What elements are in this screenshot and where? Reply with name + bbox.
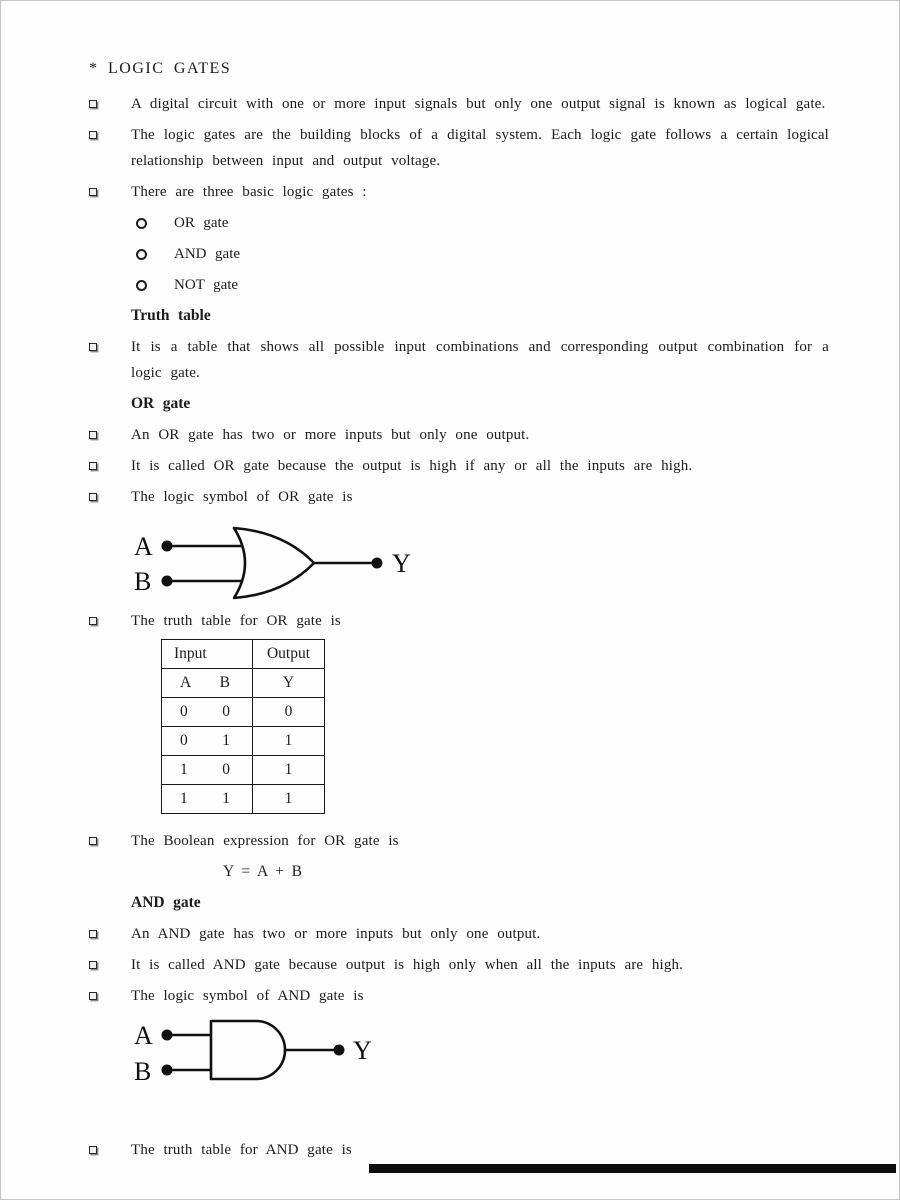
bullet-item xyxy=(89,828,829,854)
or-truth-table xyxy=(161,639,325,814)
bullet-text: It is called AND gate because output is high only when all the inputs are high. xyxy=(131,957,684,973)
square-bullet-icon xyxy=(89,992,97,1000)
header-output: Output xyxy=(253,640,325,669)
table-row xyxy=(162,727,325,756)
cell-a: 0 xyxy=(180,732,188,749)
bullet-item xyxy=(89,179,829,205)
and-gate-symbol xyxy=(211,1021,285,1079)
table-row xyxy=(162,698,325,727)
square-bullet-icon xyxy=(89,462,97,470)
list-item xyxy=(136,241,829,267)
or-gate-diagram xyxy=(134,524,434,608)
cell-y: 1 xyxy=(253,785,325,814)
list-item-label: AND gate xyxy=(174,245,241,262)
heading-and-gate: AND gate xyxy=(131,894,201,911)
subheader-b: B xyxy=(219,674,230,691)
bullet-item xyxy=(89,453,829,479)
square-bullet-icon xyxy=(89,100,97,108)
gate-list xyxy=(136,210,829,298)
and-gate-diagram xyxy=(134,1017,414,1085)
square-bullet-icon xyxy=(89,431,97,439)
square-bullet-icon xyxy=(89,837,97,845)
list-item xyxy=(136,210,829,236)
bullet-text: The Boolean expression for OR gate is xyxy=(131,833,399,849)
bullet-item xyxy=(89,334,829,386)
bullet-text: It is called OR gate because the output is high if any or all the inputs are high. xyxy=(131,458,693,474)
bullet-item xyxy=(89,122,829,174)
square-bullet-icon xyxy=(89,188,97,196)
cell-b: 0 xyxy=(222,761,230,778)
cell-y: 1 xyxy=(253,727,325,756)
output-label: Y xyxy=(392,549,411,578)
output-node xyxy=(334,1045,345,1056)
header-input: Input xyxy=(162,640,253,669)
list-item-label: NOT gate xyxy=(174,276,239,293)
square-bullet-icon xyxy=(89,343,97,351)
subheader-a: A xyxy=(180,674,192,691)
input-b-label: B xyxy=(134,567,152,596)
cell-y: 0 xyxy=(253,698,325,727)
input-a-label: A xyxy=(134,532,153,561)
list-item xyxy=(136,272,829,298)
bullet-text: An OR gate has two or more inputs but only one output. xyxy=(131,427,530,443)
bullet-item xyxy=(89,422,829,448)
subheader-y: Y xyxy=(253,669,325,698)
bullet-text: A digital circuit with one or more input signals but only one output signal is known as logical gate. xyxy=(131,96,826,112)
input-b-label: B xyxy=(134,1057,152,1085)
bullet-text: The logic symbol of OR gate is xyxy=(131,489,353,505)
bullet-text: An AND gate has two or more inputs but only one output. xyxy=(131,926,541,942)
heading-or-gate: OR gate xyxy=(131,395,191,412)
bullet-item xyxy=(89,921,829,947)
bullet-item xyxy=(89,952,829,978)
table-header-row xyxy=(162,640,325,669)
square-bullet-icon xyxy=(89,1146,97,1154)
list-item-label: OR gate xyxy=(174,214,229,231)
cell-a: 1 xyxy=(180,761,188,778)
cell-a: 0 xyxy=(180,703,188,720)
heading-truth-table: Truth table xyxy=(131,307,211,324)
bullet-item xyxy=(89,983,829,1009)
circle-bullet-icon xyxy=(136,280,147,291)
bullet-item xyxy=(89,608,829,634)
table-subheader-row xyxy=(162,669,325,698)
square-bullet-icon xyxy=(89,961,97,969)
bullet-item xyxy=(89,91,829,117)
cropped-table-edge xyxy=(369,1164,896,1173)
or-gate-symbol xyxy=(234,528,314,598)
bullet-item xyxy=(89,484,829,510)
bullet-item xyxy=(89,1137,829,1163)
cell-b: 0 xyxy=(222,703,230,720)
page-title: * LOGIC GATES xyxy=(89,60,232,77)
bullet-text: The logic symbol of AND gate is xyxy=(131,988,364,1004)
bullet-text: The logic gates are the building blocks of a digital system. Each logic gate follows a certain logical relationship between input and output voltage. xyxy=(131,127,829,169)
circle-bullet-icon xyxy=(136,249,147,260)
table-row xyxy=(162,785,325,814)
square-bullet-icon xyxy=(89,493,97,501)
input-a-label: A xyxy=(134,1021,153,1050)
bullet-text: It is a table that shows all possible input combinations and corresponding output combination for a logic gate. xyxy=(131,339,829,381)
bullet-text: The truth table for OR gate is xyxy=(131,613,341,629)
cell-y: 1 xyxy=(253,756,325,785)
cell-b: 1 xyxy=(222,790,230,807)
cell-a: 1 xyxy=(180,790,188,807)
output-node xyxy=(372,558,383,569)
bullet-text: There are three basic logic gates : xyxy=(131,184,367,200)
table-row xyxy=(162,756,325,785)
square-bullet-icon xyxy=(89,930,97,938)
subheader-ab xyxy=(162,674,252,692)
bullet-text: The truth table for AND gate is xyxy=(131,1142,352,1158)
boolean-expression: Y = A + B xyxy=(223,863,302,880)
square-bullet-icon xyxy=(89,131,97,139)
circle-bullet-icon xyxy=(136,218,147,229)
cell-b: 1 xyxy=(222,732,230,749)
square-bullet-icon xyxy=(89,617,97,625)
output-label: Y xyxy=(353,1036,372,1065)
